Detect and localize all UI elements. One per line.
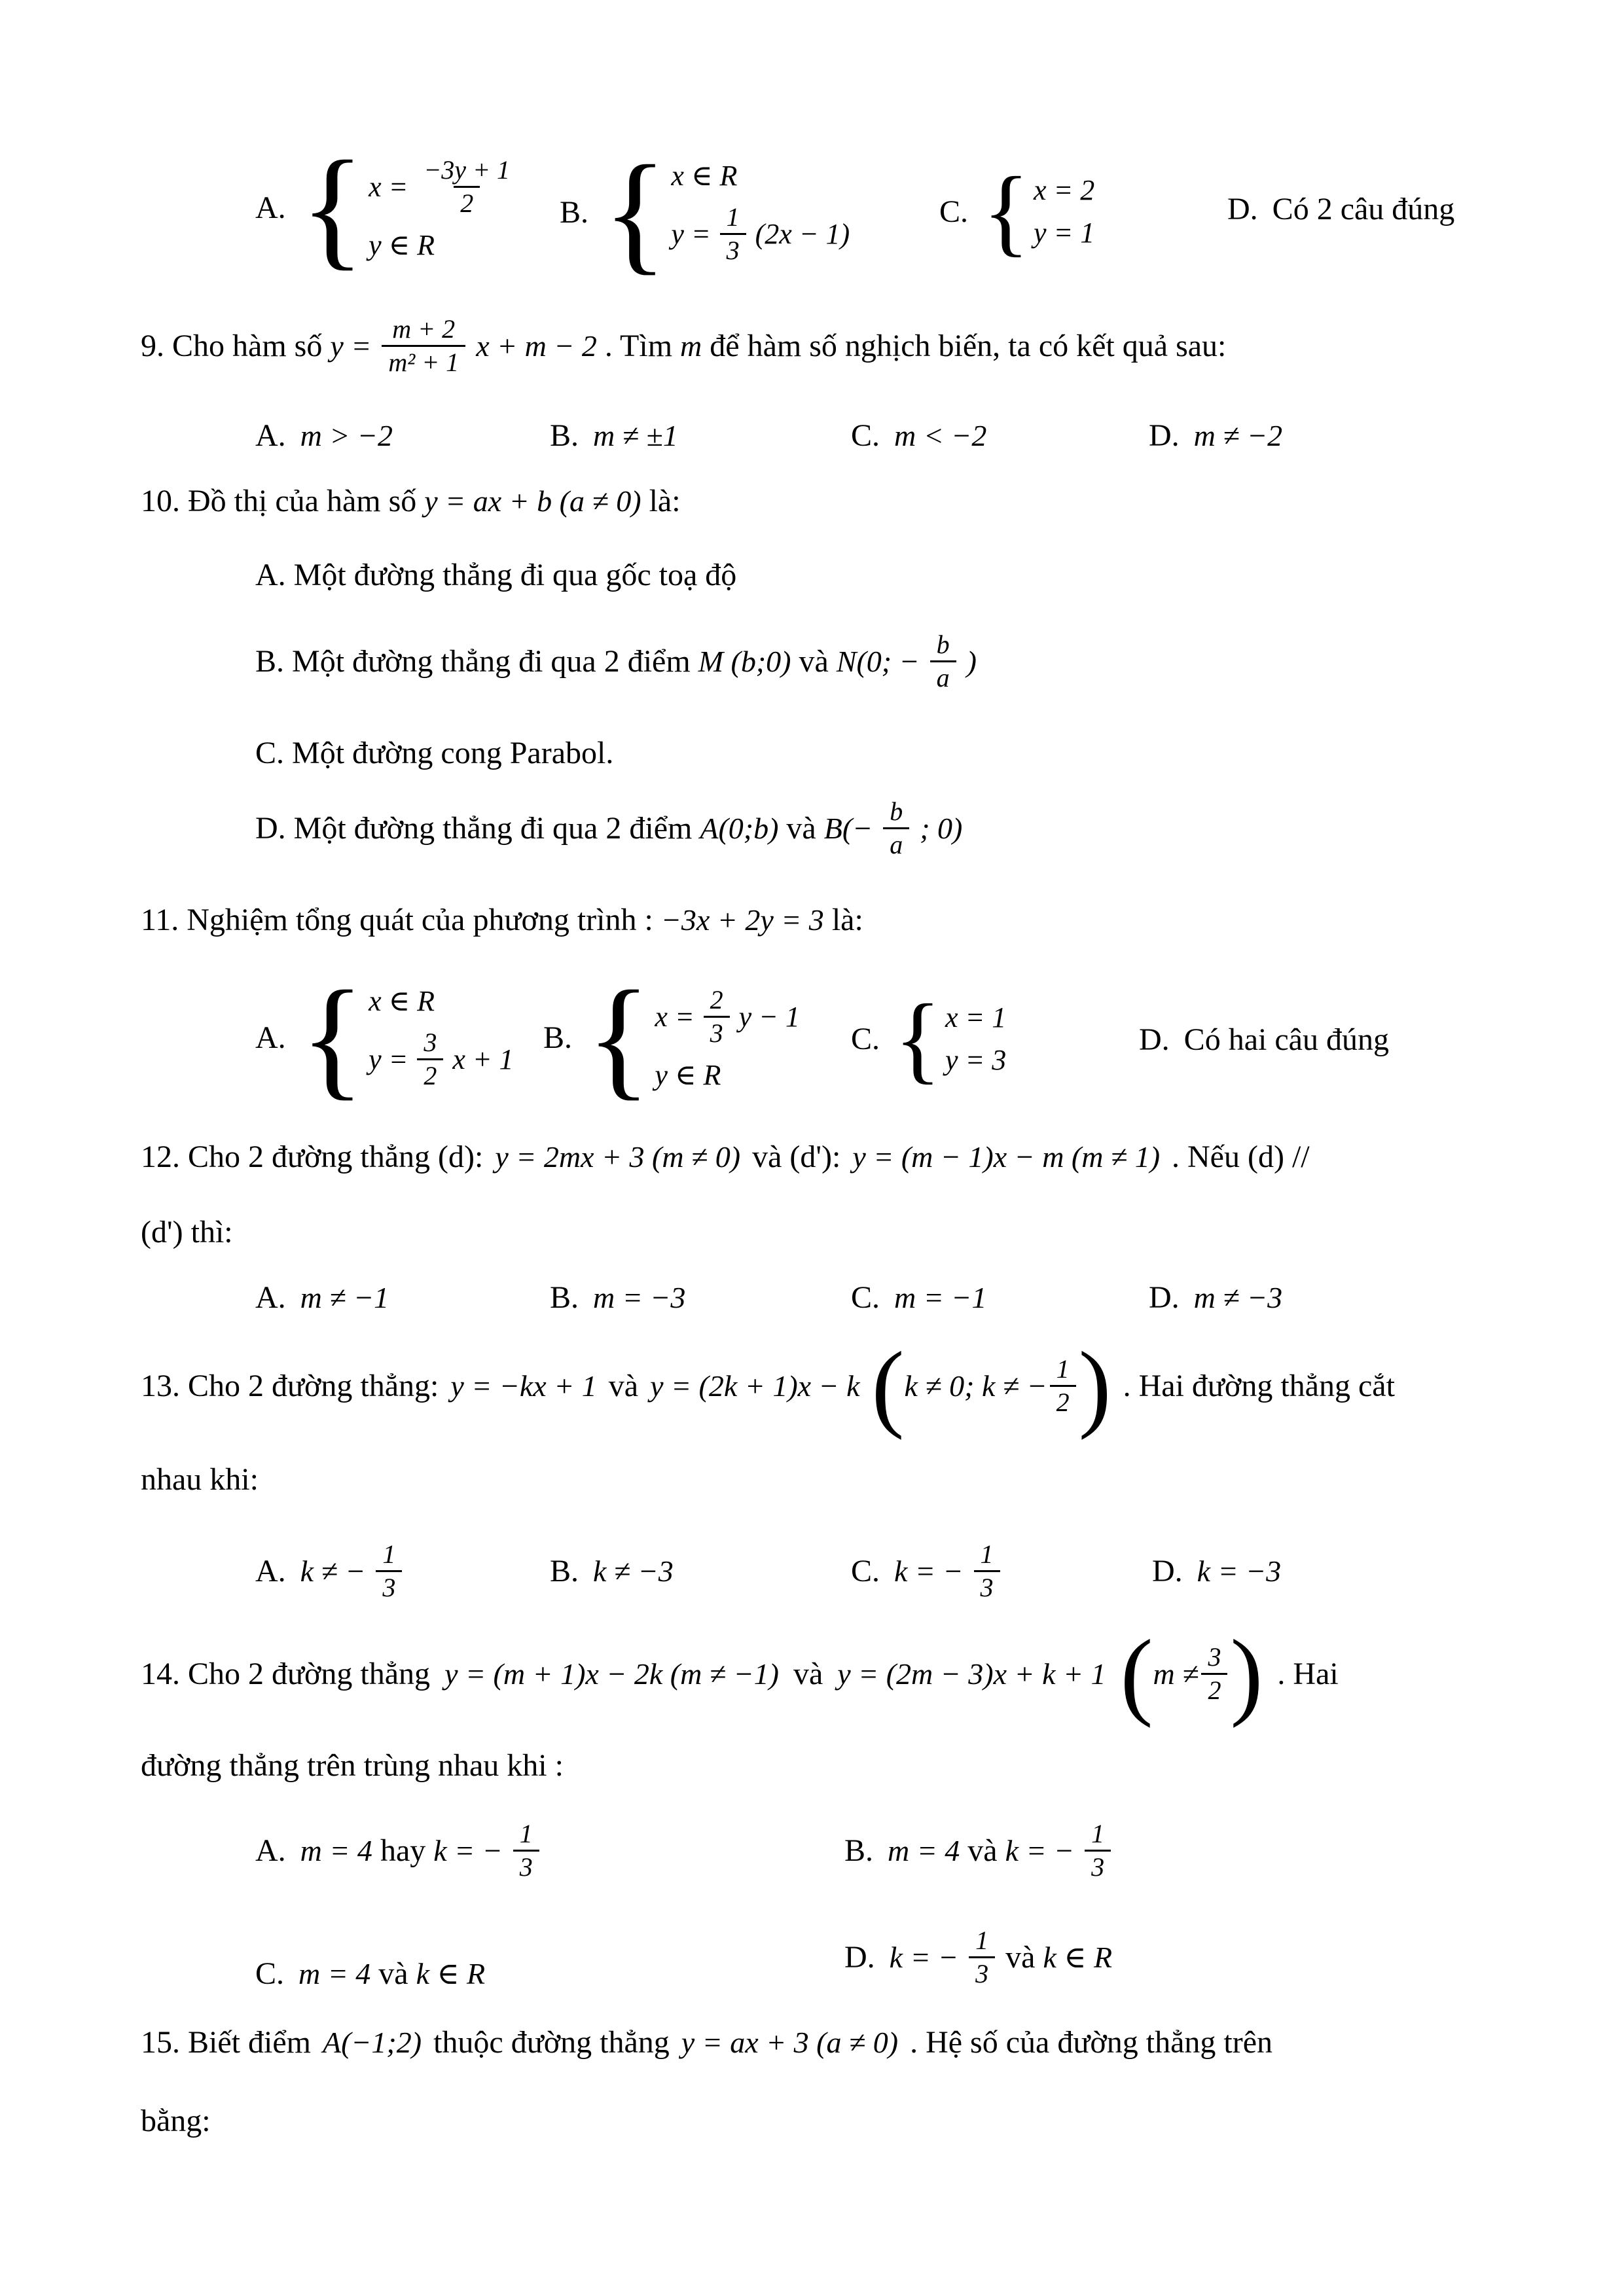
math-expression: A(−1;2) bbox=[322, 2025, 422, 2059]
option-label: B. bbox=[550, 1553, 579, 1588]
fraction-denominator: 2 bbox=[1201, 1673, 1227, 1706]
q12-option-a bbox=[255, 1278, 389, 1317]
fraction bbox=[382, 314, 465, 378]
equation-system bbox=[300, 963, 514, 1112]
q14-option-b bbox=[844, 1814, 1113, 1886]
fraction-denominator: 3 bbox=[704, 1016, 730, 1049]
math-expression: y = (m + 1)x − 2k (m ≠ −1) bbox=[444, 1657, 779, 1691]
fraction bbox=[376, 1539, 402, 1604]
math-expression: y = bbox=[671, 217, 711, 250]
fraction-numerator: −3y + 1 bbox=[424, 154, 511, 185]
fraction-denominator: 3 bbox=[720, 233, 746, 266]
fraction-numerator: 1 bbox=[975, 1925, 989, 1955]
option-text: C. Một đường cong Parabol. bbox=[255, 735, 614, 770]
fraction-denominator: 3 bbox=[513, 1850, 539, 1883]
math-expression: x = bbox=[655, 1000, 695, 1033]
math-expression: x + m − 2 bbox=[476, 329, 597, 363]
q14-option-a bbox=[255, 1814, 542, 1886]
big-paren-left: ( bbox=[871, 1331, 905, 1441]
question-15-line2 bbox=[141, 2100, 211, 2142]
math-expression: ; 0) bbox=[920, 811, 963, 845]
option-label: D. bbox=[1149, 418, 1180, 453]
option-text: Có hai câu đúng bbox=[1183, 1022, 1389, 1057]
big-paren-right: ) bbox=[1078, 1331, 1111, 1441]
question-text: và (d'): bbox=[752, 1139, 841, 1174]
math-variable: m bbox=[680, 329, 702, 363]
q13-option-b bbox=[550, 1551, 674, 1590]
curly-brace: { bbox=[894, 984, 942, 1093]
question-9-line bbox=[141, 293, 1226, 398]
math-expression: y = ax + b (a ≠ 0) bbox=[424, 484, 641, 518]
option-text: và bbox=[799, 643, 829, 679]
math-expression: k = − bbox=[1005, 1833, 1075, 1867]
big-paren-left: ( bbox=[1120, 1619, 1153, 1729]
q9-option-a bbox=[255, 416, 393, 455]
option-label: B. bbox=[550, 1280, 579, 1315]
fraction-denominator: 2 bbox=[1050, 1385, 1076, 1418]
question-text: . Hai đường thẳng cắt bbox=[1123, 1369, 1395, 1403]
math-expression: y = 3 bbox=[945, 1044, 1007, 1076]
option-label: A. bbox=[255, 190, 286, 225]
math-expression: y = (m − 1)x − m (m ≠ 1) bbox=[852, 1139, 1161, 1174]
option-label: C. bbox=[255, 1956, 285, 1991]
parenthesized-condition bbox=[1120, 1619, 1263, 1729]
fraction-denominator: 3 bbox=[1085, 1850, 1111, 1883]
math-expression: m < −2 bbox=[894, 418, 987, 452]
math-expression: B(− bbox=[823, 811, 873, 845]
math-expression: m = 4 bbox=[298, 1956, 371, 1990]
question-text: . Hệ số của đường thẳng trên bbox=[910, 2024, 1272, 2060]
q10-option-d bbox=[255, 792, 962, 864]
math-expression: m ≠ −1 bbox=[300, 1280, 389, 1314]
question-text: 10. Đồ thị của hàm số bbox=[141, 483, 417, 518]
math-expression: A(0;b) bbox=[700, 811, 779, 845]
fraction-numerator: b bbox=[890, 796, 903, 826]
option-label: B. bbox=[550, 418, 579, 453]
math-expression: k ≠ −3 bbox=[593, 1554, 674, 1588]
q12-option-b bbox=[550, 1278, 685, 1317]
question-text: và bbox=[793, 1657, 823, 1691]
math-expression: y ∈ R bbox=[655, 1058, 721, 1091]
fraction-denominator: 3 bbox=[969, 1956, 995, 1990]
question-text: thuộc đường thẳng bbox=[433, 2024, 670, 2060]
option-label: B. bbox=[560, 195, 589, 230]
fraction bbox=[720, 202, 746, 266]
fraction-numerator: 3 bbox=[1208, 1642, 1221, 1672]
math-expression: m = 4 bbox=[300, 1833, 372, 1867]
option-label: A. bbox=[255, 1833, 286, 1868]
math-expression: y = bbox=[330, 329, 372, 363]
q10-option-b bbox=[255, 625, 977, 697]
equation-system bbox=[894, 984, 1007, 1093]
option-label: A. bbox=[255, 1280, 286, 1315]
option-label: C. bbox=[939, 194, 969, 229]
option-label: C. bbox=[851, 418, 880, 453]
fraction-denominator: 3 bbox=[376, 1570, 402, 1604]
math-expression: m ≠ bbox=[1153, 1657, 1199, 1691]
question-10-line bbox=[141, 480, 681, 522]
q8-option-a bbox=[255, 134, 519, 282]
option-label: A. bbox=[255, 1553, 286, 1588]
question-11-line bbox=[141, 899, 863, 941]
math-expression: k ∈ R bbox=[1043, 1941, 1113, 1974]
question-text: là: bbox=[831, 902, 863, 937]
option-text: D. Một đường thẳng đi qua 2 điểm bbox=[255, 810, 693, 846]
math-expression: m ≠ ±1 bbox=[593, 418, 678, 452]
option-label: A. bbox=[255, 418, 286, 453]
question-15-line1 bbox=[141, 2021, 1272, 2063]
question-text: . Tìm bbox=[604, 328, 673, 363]
fraction bbox=[1050, 1354, 1076, 1418]
curly-brace: { bbox=[586, 963, 651, 1112]
math-expression: x ∈ R bbox=[369, 984, 435, 1017]
fraction-denominator: 2 bbox=[417, 1058, 443, 1092]
q11-option-b bbox=[543, 963, 800, 1112]
math-expression: y = (2m − 3)x + k + 1 bbox=[837, 1657, 1106, 1691]
option-text: B. Một đường thẳng đi qua 2 điểm bbox=[255, 643, 691, 679]
fraction-numerator: 1 bbox=[382, 1539, 396, 1569]
question-12-line2 bbox=[141, 1211, 233, 1253]
q10-option-c bbox=[255, 733, 613, 772]
math-expression: (2x − 1) bbox=[755, 217, 850, 250]
option-label: C. bbox=[851, 1021, 880, 1056]
q11-option-d bbox=[1139, 1021, 1389, 1058]
curly-brace: { bbox=[300, 963, 365, 1112]
option-label: D. bbox=[1149, 1280, 1180, 1315]
math-expression: x + 1 bbox=[452, 1043, 514, 1075]
fraction-numerator: 1 bbox=[980, 1539, 994, 1569]
math-expression: y = ax + 3 (a ≠ 0) bbox=[681, 2025, 899, 2059]
math-expression: m ≠ −2 bbox=[1193, 418, 1283, 452]
q9-option-c bbox=[851, 416, 986, 455]
q14-option-c bbox=[255, 1937, 485, 2009]
fraction bbox=[417, 1027, 443, 1092]
question-text: và bbox=[608, 1369, 639, 1403]
question-text: bằng: bbox=[141, 2103, 211, 2138]
equation-system bbox=[586, 963, 800, 1112]
parenthesized-condition bbox=[871, 1331, 1111, 1441]
q8-option-c bbox=[939, 157, 1095, 266]
fraction bbox=[930, 629, 956, 694]
math-expression: k = − bbox=[889, 1940, 959, 1974]
fraction bbox=[969, 1925, 995, 1990]
math-expression: m > −2 bbox=[300, 418, 393, 452]
fraction-denominator: a bbox=[930, 660, 956, 694]
math-expression: N(0; − bbox=[836, 644, 920, 678]
fraction bbox=[883, 796, 909, 861]
fraction-numerator: 1 bbox=[1056, 1354, 1070, 1384]
q14-option-d bbox=[844, 1921, 1112, 1993]
math-expression: k ∈ R bbox=[416, 1957, 486, 1990]
q8-option-b bbox=[560, 138, 850, 287]
equation-system bbox=[300, 134, 519, 282]
q13-option-d bbox=[1152, 1551, 1281, 1590]
question-text: 11. Nghiệm tổng quát của phương trình : bbox=[141, 902, 653, 937]
fraction bbox=[974, 1539, 1000, 1604]
equation-system bbox=[603, 138, 850, 287]
fraction-numerator: 1 bbox=[519, 1818, 533, 1848]
option-label: D. bbox=[844, 1939, 875, 1975]
math-expression: ) bbox=[966, 644, 977, 678]
fraction-numerator: 2 bbox=[710, 984, 723, 1014]
math-expression: −3x + 2y = 3 bbox=[660, 903, 824, 937]
option-label: A. bbox=[255, 1020, 286, 1055]
curly-brace: { bbox=[983, 157, 1030, 266]
fraction bbox=[1085, 1818, 1111, 1883]
q12-option-c bbox=[851, 1278, 986, 1317]
conjunction-text: và bbox=[378, 1956, 408, 1991]
math-expression: k = −3 bbox=[1197, 1554, 1282, 1588]
conjunction-text: và bbox=[967, 1833, 998, 1868]
question-text: . Nếu (d) // bbox=[1172, 1139, 1310, 1174]
fraction-numerator: 1 bbox=[726, 202, 740, 232]
fraction-denominator: 3 bbox=[974, 1570, 1000, 1604]
fraction-numerator: 3 bbox=[424, 1027, 437, 1057]
question-text: nhau khi: bbox=[141, 1462, 259, 1497]
fraction bbox=[1201, 1641, 1227, 1706]
question-text: 13. Cho 2 đường thẳng: bbox=[141, 1369, 439, 1403]
math-expression: m = 4 bbox=[888, 1833, 960, 1867]
question-text: đường thẳng trên trùng nhau khi : bbox=[141, 1748, 564, 1783]
math-expression: m ≠ −3 bbox=[1193, 1280, 1283, 1314]
question-14-line1 bbox=[141, 1619, 1339, 1729]
option-label: B. bbox=[543, 1020, 573, 1055]
conjunction-text: hay bbox=[380, 1833, 426, 1868]
math-expression: y = bbox=[369, 1043, 408, 1075]
fraction-denominator: 2 bbox=[454, 186, 480, 219]
equation-system bbox=[983, 157, 1095, 266]
fraction-denominator: a bbox=[883, 827, 909, 861]
fraction-denominator: m² + 1 bbox=[382, 345, 465, 378]
question-13-line2 bbox=[141, 1458, 259, 1500]
question-text: là: bbox=[649, 483, 681, 518]
q13-option-c bbox=[851, 1535, 1003, 1607]
q12-option-d bbox=[1149, 1278, 1282, 1317]
question-text: (d') thì: bbox=[141, 1214, 233, 1249]
math-expression: k = − bbox=[433, 1833, 503, 1867]
math-expression: x = bbox=[369, 170, 408, 203]
q8-option-d bbox=[1227, 191, 1454, 227]
math-expression: k ≠ − bbox=[300, 1554, 366, 1588]
question-14-line2 bbox=[141, 1744, 564, 1786]
q9-option-b bbox=[550, 416, 678, 455]
option-text: và bbox=[786, 810, 816, 846]
question-text: 9. Cho hàm số bbox=[141, 328, 323, 363]
option-text: Có 2 câu đúng bbox=[1272, 192, 1455, 226]
math-expression: y = 2mx + 3 (m ≠ 0) bbox=[495, 1139, 741, 1174]
q10-option-a bbox=[255, 555, 736, 594]
big-paren-right: ) bbox=[1230, 1619, 1263, 1729]
option-label: D. bbox=[1139, 1022, 1170, 1057]
math-expression: M (b;0) bbox=[698, 644, 791, 678]
math-expression: x = 1 bbox=[945, 1001, 1007, 1033]
math-expression: k = − bbox=[894, 1554, 964, 1588]
q11-option-c bbox=[851, 984, 1007, 1093]
question-13-line1 bbox=[141, 1331, 1395, 1441]
option-label: D. bbox=[1152, 1553, 1183, 1588]
question-text: 15. Biết điểm bbox=[141, 2024, 311, 2060]
curly-brace: { bbox=[603, 138, 668, 287]
math-expression: x ∈ R bbox=[671, 159, 738, 192]
math-expression: m = −1 bbox=[894, 1280, 987, 1314]
fraction-numerator: m + 2 bbox=[392, 314, 456, 344]
fraction-numerator: 1 bbox=[1091, 1818, 1105, 1848]
option-label: D. bbox=[1227, 192, 1258, 226]
conjunction-text: và bbox=[1005, 1939, 1036, 1975]
fraction-numerator: b bbox=[936, 629, 950, 659]
option-label: B. bbox=[844, 1833, 874, 1868]
fraction bbox=[417, 154, 516, 219]
question-text: 12. Cho 2 đường thẳng (d): bbox=[141, 1139, 484, 1174]
question-12-line1 bbox=[141, 1136, 1310, 1177]
question-text: để hàm số nghịch biến, ta có kết quả sau: bbox=[710, 328, 1227, 363]
question-text: . Hai bbox=[1277, 1657, 1339, 1691]
fraction bbox=[704, 984, 730, 1049]
math-expression: y = −kx + 1 bbox=[450, 1369, 597, 1403]
math-expression: m = −3 bbox=[593, 1280, 686, 1314]
question-text: 14. Cho 2 đường thẳng bbox=[141, 1657, 431, 1691]
q11-option-a bbox=[255, 963, 514, 1112]
math-expression: k ≠ 0; k ≠ − bbox=[904, 1369, 1047, 1403]
curly-brace: { bbox=[300, 134, 365, 282]
option-label: C. bbox=[851, 1553, 880, 1588]
option-label: C. bbox=[851, 1280, 880, 1315]
fraction bbox=[513, 1818, 539, 1883]
math-expression: y = (2k + 1)x − k bbox=[650, 1369, 860, 1403]
q13-option-a bbox=[255, 1535, 405, 1607]
q9-option-d bbox=[1149, 416, 1282, 455]
math-expression: y ∈ R bbox=[369, 228, 435, 261]
math-expression: y − 1 bbox=[738, 1000, 800, 1033]
math-expression: x = 2 bbox=[1034, 174, 1095, 206]
option-text: A. Một đường thẳng đi qua gốc toạ độ bbox=[255, 557, 737, 592]
math-expression: y = 1 bbox=[1034, 217, 1095, 249]
